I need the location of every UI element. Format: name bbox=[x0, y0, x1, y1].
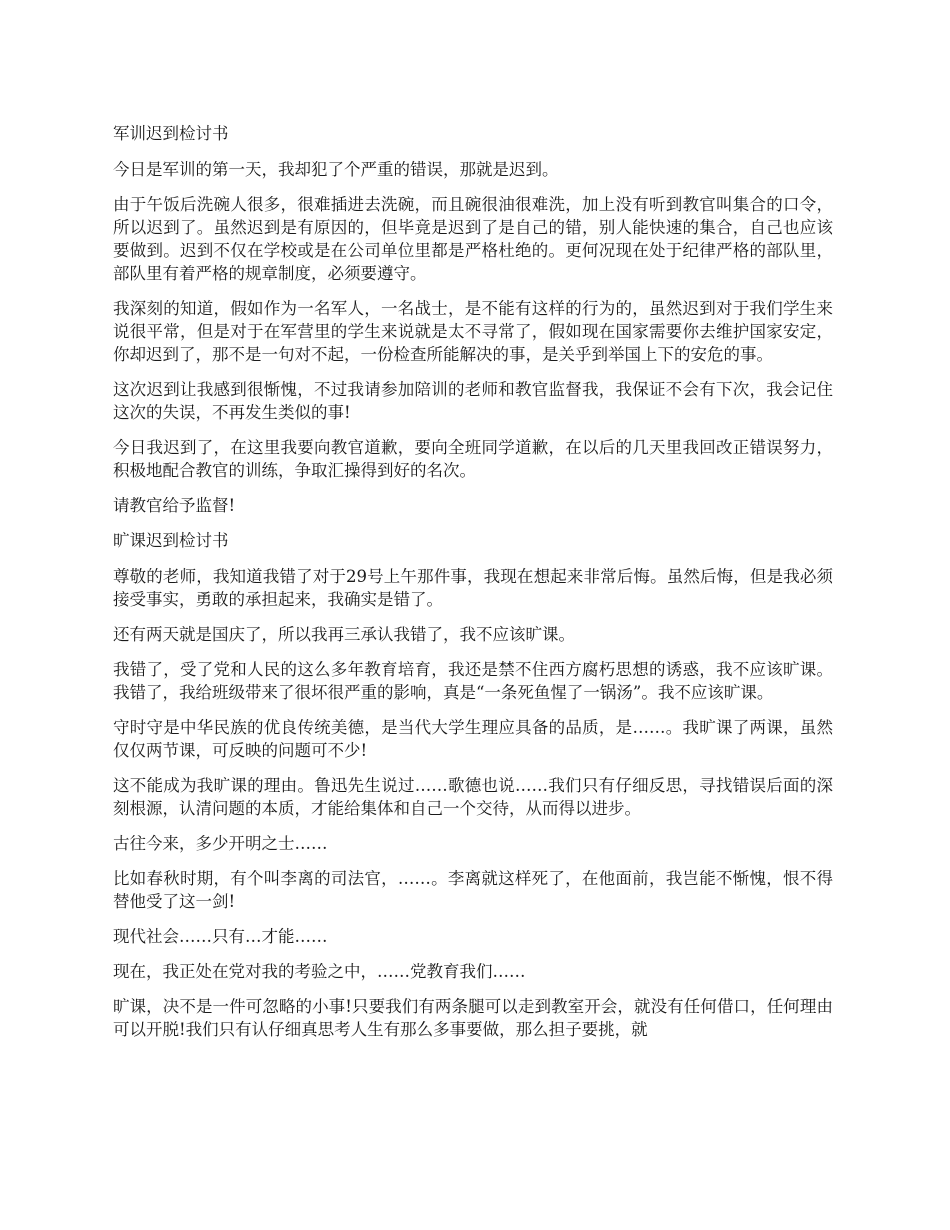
paragraph: 我错了，受了党和人民的这么多年教育培育，我还是禁不住西方腐朽思想的诱惑，我不应该旷课。我错了，我给班级带来了很坏很严重的影响，真是“一条死鱼惺了一锅汤”。我不应该旷课。 bbox=[113, 660, 833, 702]
paragraph: 守时守是中华民族的优良传统美德，是当代大学生理应具备的品质，是……。我旷课了两课，虽然仅仅两节课，可反映的问题可不少! bbox=[113, 718, 833, 760]
document-body bbox=[113, 122, 833, 1053]
paragraph: 现代社会……只有…才能…… bbox=[113, 927, 328, 946]
paragraph: 旷课，决不是一件可忽略的小事!只要我们有两条腿可以走到教室开会，就没有任何借口，任何理由可以开脱!我们只有认仔细真思考人生有那么多事要做，那么担子要挑，就 bbox=[113, 997, 833, 1039]
paragraph: 古往今来，多少开明之士…… bbox=[113, 834, 328, 853]
paragraph: 现在，我正处在党对我的考验之中，……党教育我们…… bbox=[113, 962, 526, 981]
paragraph: 这次迟到让我感到很惭愧，不过我请参加陪训的老师和教官监督我，我保证不会有下次，我会记住这次的失误，不再发生类似的事! bbox=[113, 380, 833, 422]
paragraph: 尊敬的老师，我知道我错了对于29号上午那件事，我现在想起来非常后悔。虽然后悔，但是我必须接受事实，勇敢的承担起来，我确实是错了。 bbox=[113, 567, 833, 609]
section-title-truancy: 旷课迟到检讨书 bbox=[113, 531, 229, 550]
paragraph: 比如春秋时期，有个叫李离的司法官，……。李离就这样死了，在他面前，我岂能不惭愧，恨不得替他受了这一剑! bbox=[113, 869, 833, 911]
paragraph: 还有两天就是国庆了，所以我再三承认我错了，我不应该旷课。 bbox=[113, 625, 575, 644]
paragraph: 今日我迟到了，在这里我要向教官道歉，要向全班同学道歉，在以后的几天里我回改正错误努力，积极地配合教官的训练，争取汇操得到好的名次。 bbox=[113, 438, 833, 480]
paragraph: 请教官给予监督! bbox=[113, 496, 236, 515]
section-title-military-training: 军训迟到检讨书 bbox=[113, 124, 229, 143]
paragraph: 由于午饭后洗碗人很多，很难插进去洗碗，而且碗很油很难洗，加上没有听到教官叫集合的口令，所以迟到了。虽然迟到是有原因的，但毕竟是迟到了是自己的错，别人能快速的集合，自己也应该要做到。迟到不仅在学校或是在公司单位里都是严格杜绝的。更何况现在处于纪律严格的部队里，部队里有着严格的规章制度，必须要遵守。 bbox=[113, 195, 833, 283]
paragraph: 这不能成为我旷课的理由。鲁迅先生说过……歌德也说……我们只有仔细反思，寻找错误后面的深刻根源，认清问题的本质，才能给集体和自己一个交待，从而得以进步。 bbox=[113, 776, 833, 818]
paragraph: 今日是军训的第一天，我却犯了个严重的错误，那就是迟到。 bbox=[113, 160, 559, 179]
paragraph: 我深刻的知道，假如作为一名军人，一名战士，是不能有这样的行为的，虽然迟到对于我们学生来说很平常，但是对于在军营里的学生来说就是太不寻常了，假如现在国家需要你去维护国家安定，你却迟到了，那不是一句对不起，一份检查所能解决的事，是关乎到举国上下的安危的事。 bbox=[113, 299, 833, 364]
